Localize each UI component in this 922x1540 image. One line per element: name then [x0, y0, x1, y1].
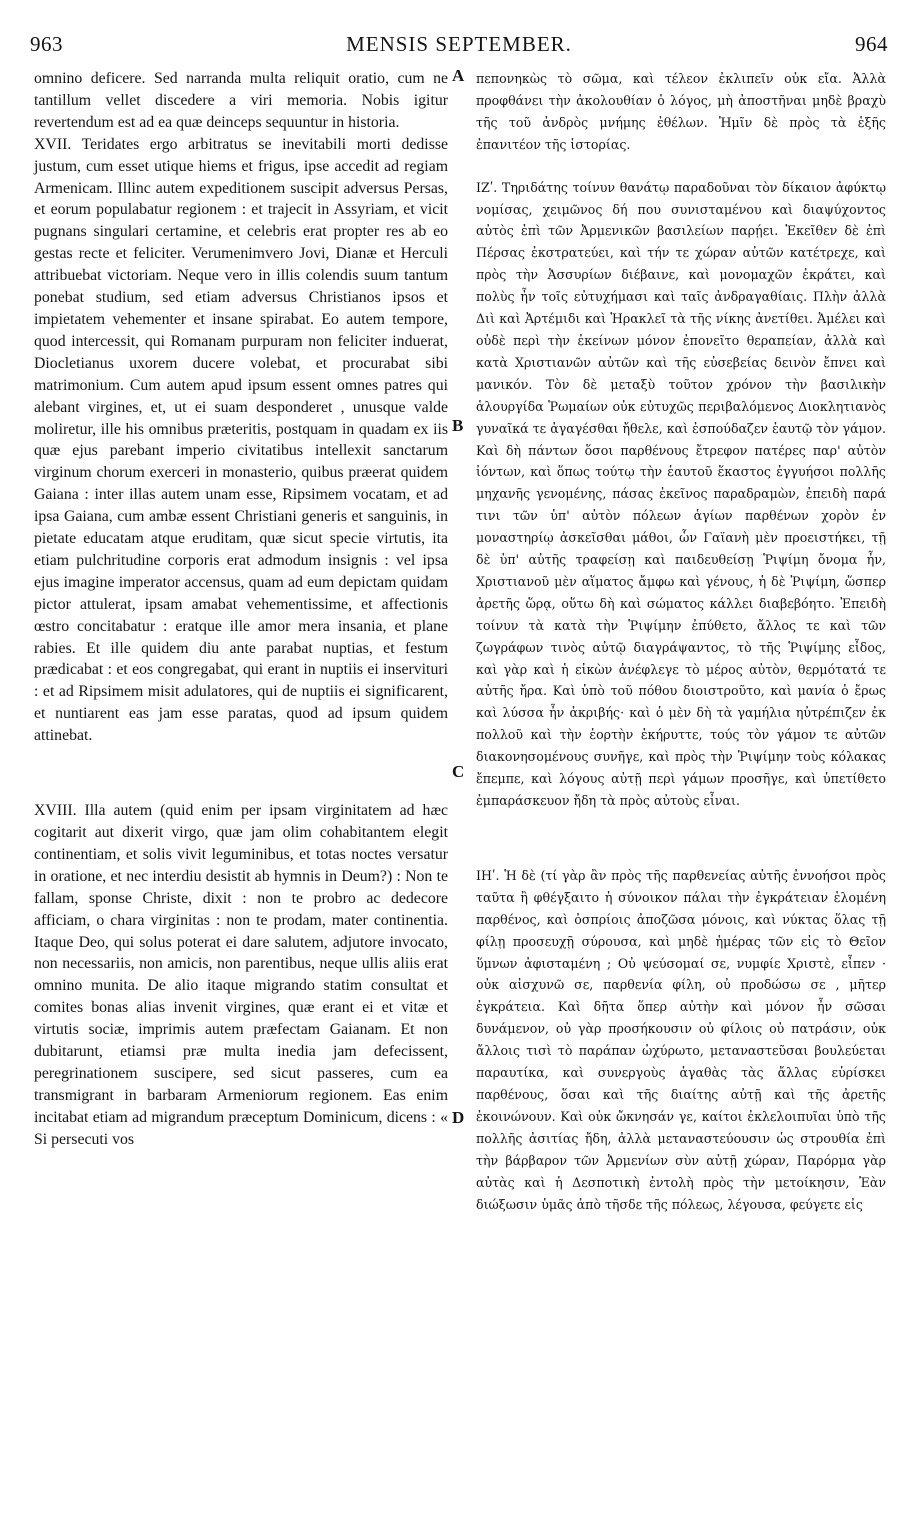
running-title: MENSIS SEPTEMBER. [346, 32, 572, 56]
greek-paragraph-intro: πεπονηκὼς τὸ σῶμα, καὶ τέλεον ἐκλιπεῖν οὐκ εἴα. Ἀλλὰ προφθάνει τὴν ἀκολουθίαν ὁ λόγος, μὴ ἀποστῆναι μηδὲ βραχὺ τῆς τοῦ ἀνδρὸς μνήμης ἐθέλων. Ἡμῖν δὲ πρὸς τὰ ἑξῆς ἐπανιτέον τῆς ἱστορίας. [476, 71, 886, 152]
margin-marker-c: C [452, 762, 465, 781]
latin-column [34, 68, 448, 1151]
page-number-left: 963 [30, 32, 63, 56]
greek-paragraph-18: ΙΗʹ. Ἡ δὲ (τί γὰρ ἂν πρὸς τῆς παρθενείας αὐτῆς ἐννοήσοι πρὸς ταῦτα ἢ φθέγξαιτο ἡ σύνοικον πάλαι τὴν ἐγκράτειαν ἑλομένη παρθένος, καὶ ὀσπρίοις ἀποζῶσα μόνοις, καὶ νύκτας ὅλας τῇ φίλῃ προσευχῇ σύρουσα, καὶ μηδὲ ἡμέρας τῶν εἰς τὸ Θεῖον ὕμνων ἀφισταμένη ; Οὐ ψεύσομαί σε, νυμφίε Χριστὲ, εἶπεν · οὐκ αἰσχυνῶ σε, παρθενία φίλη, οὐ προδώσω σε , μῆτερ ἐγκράτεια. Καὶ δῆτα ὅπερ αὐτὴν καὶ μόνον ἦν σῶσαι δυνάμενον, οὐ γὰρ προσήκουσιν οὐ φίλοις οὐ πατράσιν, οὐκ ἄλλοις τισὶ τὸ παράπαν ὠχύρωτο, μεταναστεῦσαι βουλεύεται παραυτίκα, καὶ συνεργοὺς ἀγαθὰς τὰς ἄλλας εὑρίσκει παρθένους, ὅσαι καὶ τῆς διαίτης αὐτῇ καὶ τῆς ἀρετῆς ἐκοινώνουν. Καὶ οὐκ ὤκνησάν γε, καίτοι ἐκλελοιπυῖαι ὑπὸ τῆς πολλῆς ἀσιτίας ἤδη, ἀλλὰ μεταναστεύουσιν ὡς στρουθία ἐπὶ τὴν βάρβαρον τῶν Ἀρμενίων σὺν αὐτῇ χώραν, Παρόρμα γὰρ αὐτὰς καὶ ἡ Δεσποτικὴ ἐντολὴ πρὸς τὴν μετοίκησιν, Ἐὰν διώξωσιν ὑμᾶς ἀπὸ τῆσδε τῆς πόλεως, λέγουσα, φεύγετε εἰς [476, 867, 886, 1212]
page-header [30, 32, 888, 62]
greek-paragraph-17: ΙΖʹ. Τηριδάτης τοίνυν θανάτῳ παραδοῦναι τὸν δίκαιον ἀφύκτῳ νομίσας, χειμῶνος δή που συνισταμένου καὶ διαψύχοντος αὐτὸς ἐπὶ τῶν Ἀρμενικῶν βασιλείων παρῄει. Ἐκεῖθεν δὲ ἐπὶ Πέρσας ἐκστρατεύει, καὶ τήν τε χώραν αὐτῶν κατέτρεχε, καὶ πρὸς τὴν Ἀσσυρίων διέβαινε, καὶ μονομαχῶν ἐκράτει, καὶ πολὺς ἦν τοῖς εὐτυχήμασι καὶ ταῖς ἀνδραγαθίαις. Πλὴν ἀλλὰ Διὶ καὶ Ἀρτέμιδι καὶ Ἡρακλεῖ τὰ τῆς νίκης ἀνετίθει. Ἀμέλει καὶ οὐδὲ περὶ τὴν ἐκείνων μόνον ἐπονεῖτο θεραπείαν, ἀλλὰ καὶ κατὰ Χριστιανῶν αὐτῶν καὶ τῆς εὐσεβείας δεινὸν ἔπνει καὶ μανικόν. Τὸν δὲ μεταξὺ τοῦτον χρόνον τὴν βασιλικὴν ἁλουργίδα Ῥωμαίων οὐκ εὐτυχῶς περιβαλόμενος Διοκλητιανὸς γυναῖκά τε ἀγαγέσθαι ἤθελε, καὶ ἐσπούδαζεν ἑαυτῷ τὸν γάμον. Καὶ δὴ πάντων ὅσοι παρθένους ἔτρεφον πατέρες παρ' αὐτὸν ἰόντων, καὶ ὅπως τούτῳ τὴν ἑαυτοῦ ἕκαστος ἐγγυήσοι πολλῆς μηχανῆς γενομένης, πάσας ἐκεῖνος παραδραμὼν, ἐπειδὴ παρά τινι τῶν ὑπ' αὐτὸν πόλεων ἁγίων παρθένων χορὸν ἐν μοναστηρίῳ ἀσκεῖσθαι μάθοι, ὧν Γαϊανὴ μὲν προειστήκει, τῇ δὲ ὑπ' αὐτῆς τραφείσῃ καὶ παιδευθείσῃ Ῥιψίμη ὄνομα ἦν, Χριστιανοῦ μὲν αἵματος ἄμφω καὶ γένους, ἡ δὲ Ῥιψίμη, ὥσπερ ἀρετῆς ὥρᾳ, οὕτω δὴ καὶ σώματος κάλλει διαβεβόητο. Ἐπειδὴ τοίνυν τὰ κατὰ τὴν Ῥιψίμην ἐπύθετο, ἄλλος τε καὶ τῶν ζωγράφων τινὸς αὐτῷ διαγράψαντος, τὸ τῆς Ῥιψίμης εἶδος, καὶ γὰρ καὶ ἡ εἰκὼν ἀνέφλεγε τὸ μέρος αὐτὸν, θερμότατά τε αὐτῆς ἤρα. Καὶ ὑπὸ τοῦ πόθου διοιστροῦτο, καὶ μανία ὁ ἔρως καὶ λύσσα ἦν ἀκριβής· καὶ ὁ μὲν δὴ τὰ γαμήλια ηὐτρέπιζεν ἐκ πολλοῦ καὶ τὴν ἑορτὴν ἐκήρυττε, τούς τὸν γάμον τε αὐτῶν διακονησομένους συνῆγε, καὶ πρὸς τὴν Ῥιψίμην τοὺς κόλακας ἔπεμπε, καὶ λόγους αὐτῇ περὶ γάμων προσῆγε, καὶ ὑπετίθετο ἐμπαράσκευον ἤδη τὰ πρὸς αὐτοὺς εἶναι. [476, 179, 886, 808]
latin-paragraph-intro: omnino deficere. Sed narranda multa reliquit oratio, cum ne tantillum vellet discedere a viri memoria. Nobis igitur revertendum est ad ea quæ deinceps sequuntur in historia. [34, 70, 448, 131]
latin-paragraph-xvii: XVII. Teridates ergo arbitratus se inevitabili morti dedisse justum, cum esset utique hiems et frigus, ipse accedit ad regiam Armenicam. Illinc autem expeditionem suscipit adversus Persas, et eorum populabatur regionem : et trajecit in Assyriam, et vicit pugnans singulari certamine, et celebris erat propter res ab eo gestas recte et feliciter. Verumenimvero Jovi, Dianæ et Herculi attribuebat victoriam. Neque vero in illis colendis suum tantum ponebat studium, sed etiam adversus Christianos ipsos et impietatem vehementer et insane spirabat. Eo autem tempore, quod intercessit, qui Romanam purpuram non feliciter induerat, Diocletianus uxorem ducere volebat, et procurabat sibi matrimonium. Cum autem apud ipsum essent omnes patres qui alebant virgines, et, ut ei suam desponderet , unusque valde moliretur, ille his omnibus præteritis, postquam in quadam ex iis quæ ejus parebant imperio civitatibus intellexit sanctarum virginum chorum exerceri in monasterio, quibus præerat quidem Gaiana : inter illas autem unam esse, Ripsimem vocatam, et ad ipsa Gaiana, cum ambæ essent Christiani generis et sanguinis, in pietate educatam atque eruditam, quæ sicut specie virtutis, ita etiam pulchritudine corporis erat admodum insignis : vel ipsa ejus imagine imperator accensus, quam ad eum depictam quidam pictor attulerat, ipsam amabat vehementissime, et affectionis œstro concitabatur : eratque ille amor mera insania, et plane rabies. Et ille quidem diu ante parabat nuptias, et festum prædicabat : et eos congregabat, qui erant in nuptiis ei inservituri : et ad Ripsimem misit adulatores, qui de nuptiis ei significarent, et nuntiarent eas jam esse paratas, quod ad ipsum quidem attinebat. [34, 135, 448, 745]
margin-marker-d: D [452, 1108, 465, 1127]
page-number-right: 964 [855, 32, 888, 56]
latin-paragraph-xviii: XVIII. Illa autem (quid enim per ipsam virginitatem ad hæc cogitarit aut dixerit virgo, quæ jam olim cohabitantem elegit continentiam, et solis vivit leguminibus, et totas noctes versatur in oratione, et nec interdiu desistit ab hymnis in Deum?) : Non te fallam, sponse Christe, dixit : non te probro ac dedecore afficiam, o chara virginitas : non te prodam, mater continentia. Itaque Deo, qui solus poterat ei dare salutem, adjutore invocato, non necessariis, non amicis, non parentibus, neque ullis aliis erat omnino munita. De alio itaque migrando statim consultat et comites bonas alias invenit virgines, quæ erant ei et vitæ et virtutis sociæ, imprimis autem præfectam Gaianam. Et non dubitarunt, etiamsi præ multa inedia jam defecissent, peregrinationem suscipere, sed sicut passeres, cum ea transmigrant in barbaram Armeniorum regionem. Eas enim incitabat etiam ad migrandum præceptum Dominicum, dicens : « Si persecuti vos [34, 802, 448, 1148]
margin-marker-b: B [452, 416, 464, 435]
margin-marker-a: A [452, 66, 465, 85]
greek-column [476, 68, 886, 1215]
